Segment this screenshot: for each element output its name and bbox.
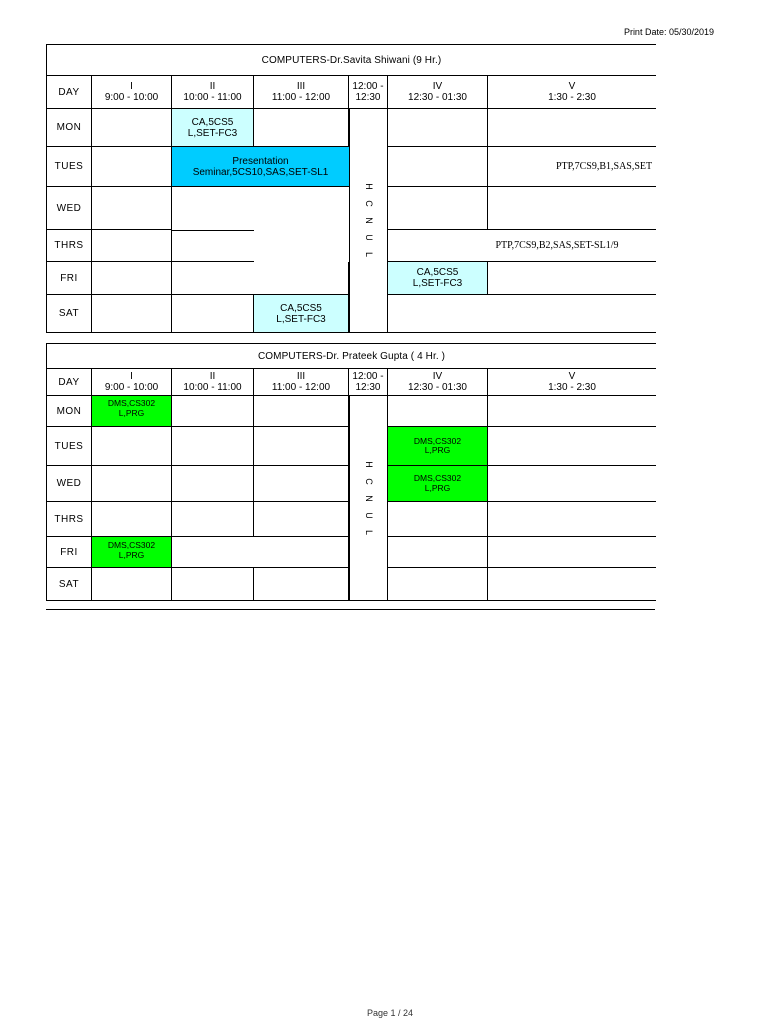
- slot-empty: [172, 568, 254, 601]
- slot-empty: [172, 502, 254, 537]
- slot-mon-1: [92, 396, 172, 427]
- slot-text: DMS,CS302 L,PRG: [413, 473, 462, 493]
- slot-empty: [92, 295, 172, 333]
- header-period-2: II 10:00 - 11:00: [172, 76, 254, 109]
- lunch-letter: U: [364, 511, 374, 519]
- header-lunch-time: 12:00 - 12:30: [349, 369, 388, 396]
- slot-empty: [488, 568, 656, 601]
- header-day: DAY: [47, 76, 92, 109]
- slot-empty: [92, 187, 172, 230]
- slot-empty: [254, 568, 349, 601]
- day-mon: MON: [47, 396, 92, 427]
- lunch-letter: H: [364, 460, 374, 468]
- day-sat: SAT: [47, 295, 92, 333]
- header-period-3: III 11:00 - 12:00: [254, 369, 349, 396]
- slot-text: DMS,CS302 L,PRG: [107, 540, 156, 560]
- day-thrs: THRS: [47, 502, 92, 537]
- lunch-letter: N: [364, 494, 374, 502]
- slot-empty: [488, 109, 656, 147]
- lunch-letter: L: [363, 251, 374, 258]
- slot-empty: [254, 502, 349, 537]
- slot-empty: [172, 187, 349, 230]
- slot-empty: [488, 262, 656, 295]
- lunch-letter: H: [364, 183, 374, 190]
- slot-empty: [254, 109, 349, 147]
- slot-empty: [92, 109, 172, 147]
- lunch-letter: N: [364, 217, 374, 224]
- slot-empty: [172, 427, 254, 466]
- slot-tue-2-3: Presentation Seminar,5CS10,SAS,SET-SL1: [172, 147, 349, 187]
- slot-empty: [172, 396, 254, 427]
- slot-empty: [388, 568, 488, 601]
- slot-mon-2: CA,5CS5 L,SET-FC3: [172, 109, 254, 147]
- day-wed: WED: [47, 466, 92, 502]
- header-period-1: I 9:00 - 10:00: [92, 369, 172, 396]
- slot-empty: [92, 147, 172, 187]
- slot-empty: [92, 230, 172, 262]
- slot-empty: [254, 427, 349, 466]
- day-sat: SAT: [47, 568, 92, 601]
- slot-empty: [92, 568, 172, 601]
- slot-fri-1: [92, 537, 172, 568]
- header-lunch-time: 12:00 - 12:30: [349, 76, 388, 109]
- day-tues: TUES: [47, 427, 92, 466]
- day-tues: TUES: [47, 147, 92, 187]
- slot-empty: [388, 537, 488, 568]
- lunch-letter: U: [364, 234, 374, 241]
- slot-empty: [388, 502, 488, 537]
- slot-fri-4: CA,5CS5 L,SET-FC3: [388, 262, 488, 295]
- header-day: DAY: [47, 369, 92, 396]
- timetable-savita-shiwani: [46, 44, 656, 333]
- lunch-column: [349, 396, 388, 601]
- header-period-1: I 9:00 - 10:00: [92, 76, 172, 109]
- slot-empty: [488, 502, 656, 537]
- table-title: COMPUTERS-Dr.Savita Shiwani (9 Hr.): [47, 45, 656, 76]
- slot-empty: [388, 396, 488, 427]
- day-mon: MON: [47, 109, 92, 147]
- slot-text: DMS,CS302 L,PRG: [413, 435, 462, 455]
- slot-empty: [254, 466, 349, 502]
- header-period-4: IV 12:30 - 01:30: [388, 369, 488, 396]
- slot-empty: [388, 109, 488, 147]
- slot-empty: [488, 187, 656, 230]
- slot-tue-4: [388, 427, 488, 466]
- header-period-3: III 11:00 - 12:00: [254, 76, 349, 109]
- slot-empty: [172, 262, 349, 295]
- day-wed: WED: [47, 187, 92, 230]
- slot-empty: [388, 187, 488, 230]
- lunch-column: [349, 109, 388, 333]
- lunch-letter: C: [364, 200, 374, 207]
- slot-empty: [92, 262, 172, 295]
- header-period-4: IV 12:30 - 01:30: [388, 76, 488, 109]
- slot-text: DMS,CS302 L,PRG: [107, 398, 156, 418]
- slot-empty: [488, 427, 656, 466]
- slot-empty: [92, 502, 172, 537]
- slot-sat-3: CA,5CS5 L,SET-FC3: [254, 295, 349, 333]
- slot-thu-4-5: PTP,7CS9,B2,SAS,SET-SL1/9: [388, 230, 656, 262]
- lunch-letter: C: [364, 477, 374, 485]
- header-period-5: V 1:30 - 2:30: [488, 369, 656, 396]
- slot-wed-4: [388, 466, 488, 502]
- page-footer: Page 1 / 24: [366, 1008, 414, 1018]
- day-fri: FRI: [47, 537, 92, 568]
- timetable-prateek-gupta: [46, 343, 656, 601]
- day-fri: FRI: [47, 262, 92, 295]
- print-date: Print Date: 05/30/2019: [623, 27, 714, 37]
- slot-empty: [388, 147, 488, 187]
- slot-empty: [388, 295, 656, 333]
- slot-empty: [92, 466, 172, 502]
- slot-empty: [488, 537, 656, 568]
- slot-empty: [488, 396, 656, 427]
- header-period-5: V 1:30 - 2:30: [488, 76, 656, 109]
- day-thrs: THRS: [47, 230, 92, 262]
- slot-empty: [172, 537, 349, 568]
- slot-empty: [92, 427, 172, 466]
- table-title: COMPUTERS-Dr. Prateek Gupta ( 4 Hr. ): [47, 344, 656, 369]
- slot-empty: [254, 396, 349, 427]
- lunch-letter: L: [363, 529, 374, 535]
- header-period-2: II 10:00 - 11:00: [172, 369, 254, 396]
- slot-empty: [172, 230, 254, 262]
- slot-empty: [488, 466, 656, 502]
- bottom-rule: [46, 609, 655, 610]
- slot-tue-5: PTP,7CS9,B1,SAS,SET: [488, 147, 656, 187]
- slot-empty: [172, 295, 254, 333]
- slot-empty: [172, 466, 254, 502]
